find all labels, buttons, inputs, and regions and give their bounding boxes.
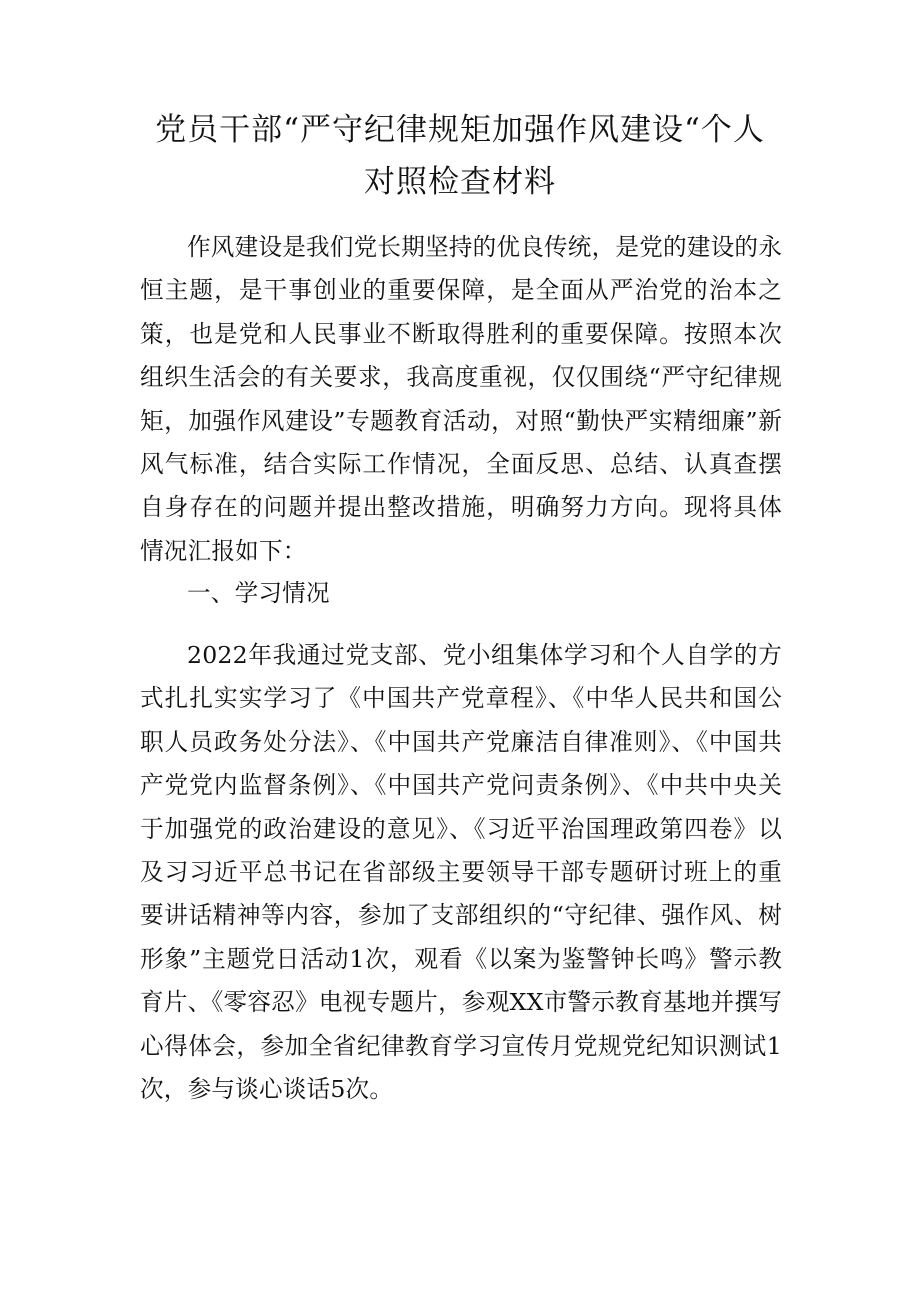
study-paragraph: 2022年我通过党支部、党小组集体学习和个人自学的方式扎扎实实学习了《中国共产党章程》、《中华人民共和国公职人员政务处分法》、《中国共产党廉洁自律准则》、《中国共产党党内监督条例》、《中国共产党问责条例》、《中共中央关于加强党的政治建设的意见》、《习近平治国理政第四卷》以及习习近平总书记在省部级主要领导干部专题研讨班上的重要讲话精神等内容，参加了支部组织的“守纪律、强作风、树形象”主题党日活动1次，观看《以案为鉴警钟长鸣》警示教育片、《零容忍》电视专题片，参观XX市警示教育基地并撰写心得体会，参加全省纪律教育学习宣传月党规党纪知识测试1次，参与谈心谈话5次。 xyxy=(140,641,782,1104)
document-title: 党员干部“严守纪律规矩加强作风建设“个人对照检查材料 xyxy=(155,112,765,200)
intro-paragraph: 作风建设是我们党长期坚持的优良传统，是党的建设的永恒主题，是干事创业的重要保障，是全面从严治党的治本之策，也是党和人民事业不断取得胜利的重要保障。按照本次组织生活会的有关要求，我高度重视，仅仅围绕“严守纪律规矩，加强作风建设”专题教育活动，对照“勤快严实精细廉”新风气标准，结合实际工作情况，全面反思、总结、认真查摆自身存在的问题并提出整改措施，明确努力方向。现将具体情况汇报如下： xyxy=(140,233,782,565)
section-heading-study: 一、学习情况 xyxy=(187,579,330,607)
